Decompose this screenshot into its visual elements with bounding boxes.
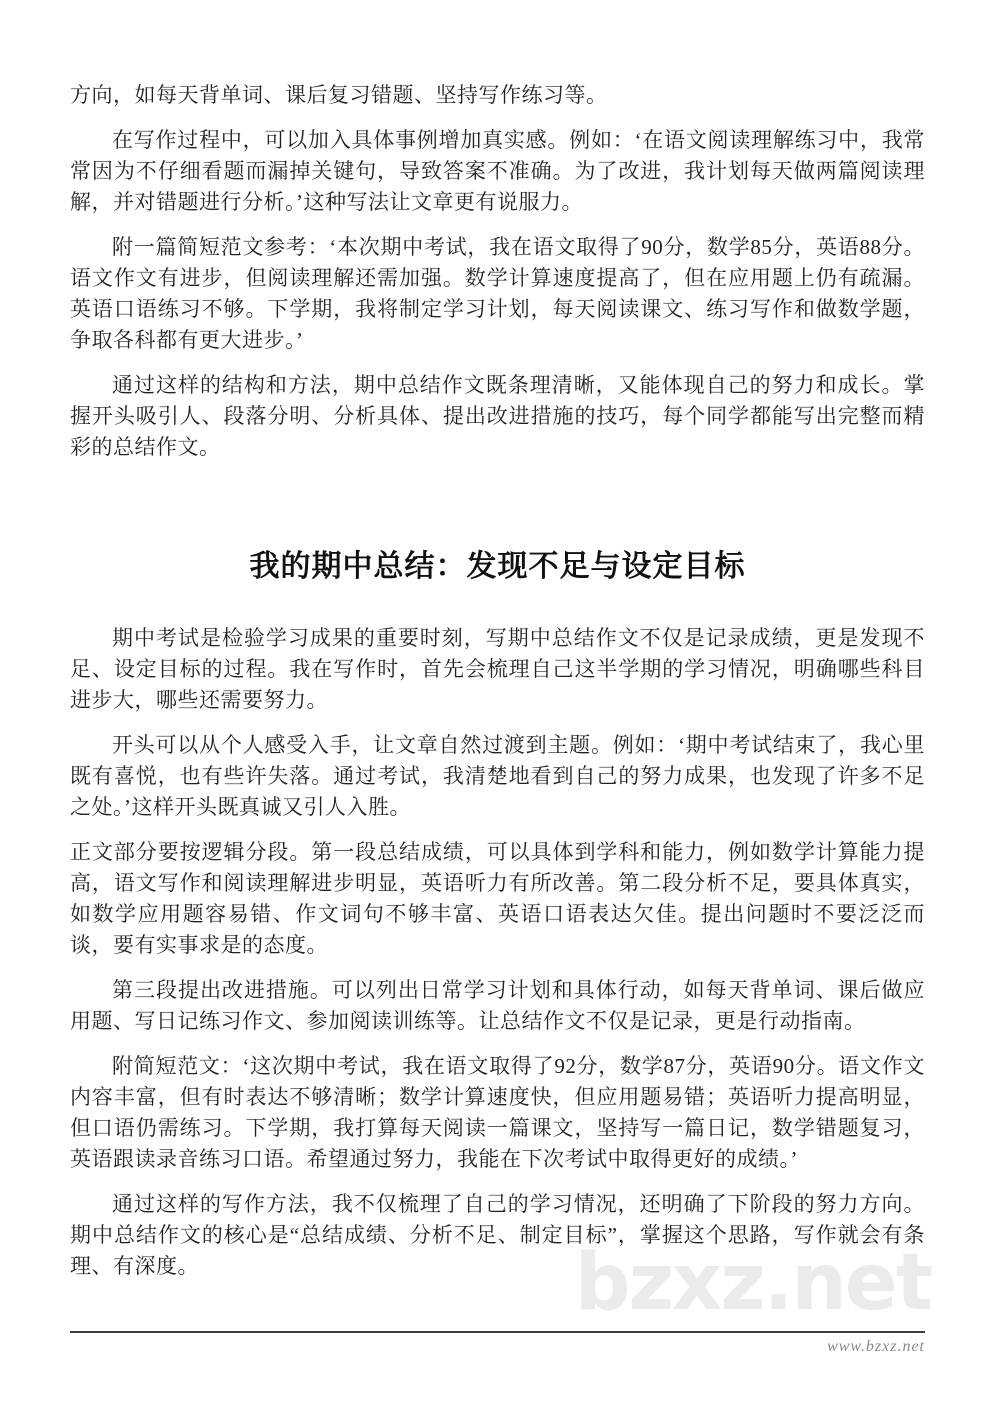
footer-divider bbox=[70, 1331, 925, 1333]
footer-url: www.bzxz.net bbox=[827, 1338, 925, 1355]
paragraph-continuation: 方向，如每天背单词、课后复习错题、坚持写作练习等。 bbox=[70, 83, 608, 107]
paragraph: 通过这样的写作方法，我不仅梳理了自己的学习情况，还明确了下阶段的努力方向。期中总结作文的核心是“总结成绩、分析不足、制定目标”，掌握这个思路，写作就会有条理、有深度。 bbox=[70, 1192, 925, 1278]
paragraph: 第三段提出改进措施。可以列出日常学习计划和具体行动，如每天背单词、课后做应用题、写日记练习作文、参加阅读训练等。让总结作文不仅是记录，更是行动指南。 bbox=[70, 978, 925, 1033]
paragraph: 开头可以从个人感受入手，让文章自然过渡到主题。例如：‘期中考试结束了，我心里既有喜悦，也有些许失落。通过考试，我清楚地看到自己的努力成果，也发现了许多不足之处。’这样开头既真诚又引人入胜。 bbox=[70, 733, 925, 819]
document-body bbox=[70, 80, 925, 1296]
paragraph: 在写作过程中，可以加入具体事例增加真实感。例如：‘在语文阅读理解练习中，我常常因为不仔细看题而漏掉关键句，导致答案不准确。为了改进，我计划每天做两篇阅读理解，并对错题进行分析。’这种写法让文章更有说服力。 bbox=[70, 128, 925, 214]
article-title: 我的期中总结：发现不足与设定目标 bbox=[249, 550, 746, 583]
site-watermark: bzxz.net bbox=[574, 1238, 931, 1328]
paragraph: 期中考试是检验学习成果的重要时刻，写期中总结作文不仅是记录成绩，更是发现不足、设定目标的过程。我在写作时，首先会梳理自己这半学期的学习情况，明确哪些科目进步大，哪些还需要努力。 bbox=[70, 626, 925, 712]
paragraph: 正文部分要按逻辑分段。第一段总结成绩，可以具体到学科和能力，例如数学计算能力提高，语文写作和阅读理解进步明显，英语听力有所改善。第二段分析不足，要具体真实，如数学应用题容易错、作文词句不够丰富、英语口语表达欠佳。提出问题时不要泛泛而谈，要有实事求是的态度。 bbox=[70, 840, 925, 957]
paragraph: 附简短范文：‘这次期中考试，我在语文取得了92分，数学87分，英语90分。语文作文内容丰富，但有时表达不够清晰；数学计算速度快，但应用题易错；英语听力提高明显，但口语仍需练习。下学期，我打算每天阅读一篇课文，坚持写一篇日记，数学错题复习，英语跟读录音练习口语。希望通过努力，我能在下次考试中取得更好的成绩。’ bbox=[70, 1054, 925, 1171]
paragraph: 附一篇简短范文参考：‘本次期中考试，我在语文取得了90分，数学85分，英语88分。语文作文有进步，但阅读理解还需加强。数学计算速度提高了，但在应用题上仍有疏漏。英语口语练习不够。下学期，我将制定学习计划，每天阅读课文、练习写作和做数学题，争取各科都有更大进步。’ bbox=[70, 235, 925, 352]
paragraph: 通过这样的结构和方法，期中总结作文既条理清晰，又能体现自己的努力和成长。掌握开头吸引人、段落分明、分析具体、提出改进措施的技巧，每个同学都能写出完整而精彩的总结作文。 bbox=[70, 373, 925, 459]
